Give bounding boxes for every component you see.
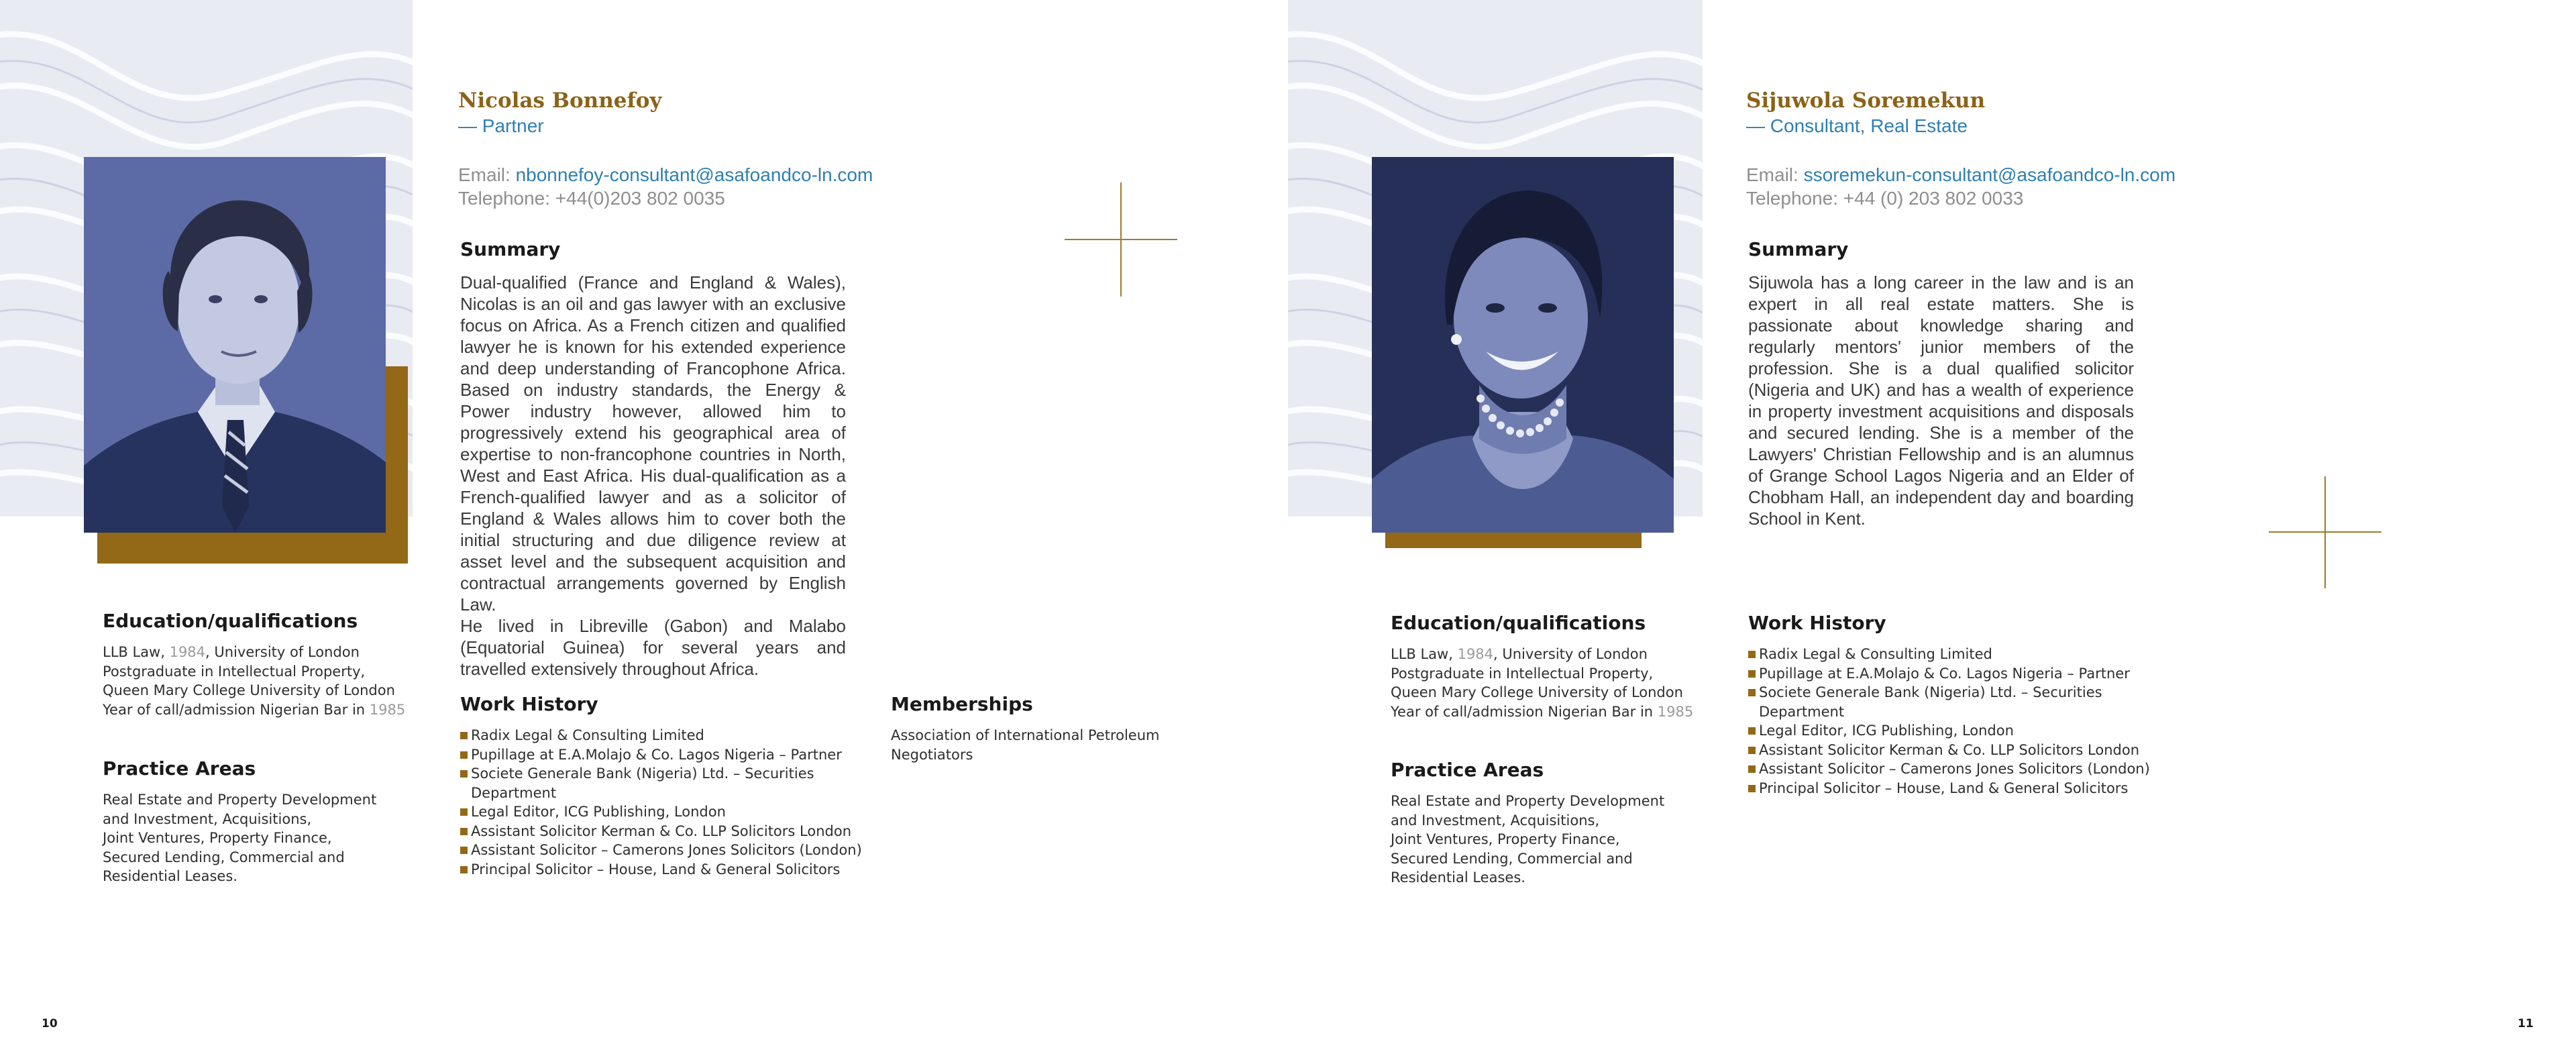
work-history-item: Assistant Solicitor Kerman & Co. LLP Solicitors London [1748, 741, 2151, 760]
education-heading: Education/qualifications [1391, 612, 1646, 634]
work-history-item: Radix Legal & Consulting Limited [1748, 645, 2151, 664]
telephone-line: Telephone: +44 (0) 203 802 0033 [1746, 188, 2024, 209]
email-label: Email: [1746, 164, 1804, 185]
education-item: Queen Mary College University of London [1391, 684, 1683, 700]
right-page [1288, 0, 2576, 1064]
email-link[interactable]: nbonnefoy-consultant@asafoandco-ln.com [515, 164, 873, 185]
education-item: Postgraduate in Intellectual Property, [1391, 665, 1654, 682]
practice-areas-list [103, 790, 376, 886]
practice-line: Real Estate and Property Development [103, 792, 377, 808]
summary-paragraph: Sijuwola has a long career in the law and is an expert in all real estate matters. She is passionate about knowledge sharing and regularly mentors' junior members of the profession. She is a dual qualified solicitor (Nigeria and UK) and has a wealth of experience in property investment acquisitions and disposals and secured lending. She is a member of the Lawyers' Christian Fellowship and is an alumnus of Grange School Lagos Nigeria and an Elder of Chobham Hall, an independent day and boarding School in Kent. [1748, 272, 2134, 529]
person-name: Nicolas Bonnefoy [458, 89, 662, 113]
practice-line: Residential Leases. [1391, 869, 1525, 886]
person-role: — Partner [458, 115, 544, 136]
practice-areas-heading: Practice Areas [1391, 759, 1544, 781]
practice-areas-heading: Practice Areas [103, 757, 256, 780]
summary-paragraph: He lived in Libreville (Gabon) and Malabo (Equatorial Guinea) for several years and travelled extensively throughout Africa. [460, 616, 846, 679]
crosshair-decoration [1120, 182, 1122, 297]
summary-text [1748, 272, 2134, 529]
work-history-item: Pupillage at E.A.Molajo & Co. Lagos Nigeria – Partner [460, 745, 863, 765]
work-history-item: Societe Generale Bank (Nigeria) Ltd. – Securities Department [1748, 683, 2151, 721]
practice-line: Real Estate and Property Development [1391, 793, 1665, 809]
contact-block [1746, 163, 2176, 210]
work-history-item: Principal Solicitor – House, Land & General Solicitors [460, 860, 863, 880]
education-item: Postgraduate in Intellectual Property, [103, 663, 366, 680]
membership-line: Association of International Petroleum [891, 727, 1160, 743]
memberships-list [891, 726, 1159, 764]
work-history-item: Radix Legal & Consulting Limited [460, 726, 863, 745]
practice-line: Secured Lending, Commercial and [103, 849, 345, 865]
work-history-heading: Work History [1748, 612, 1886, 634]
person-name: Sijuwola Soremekun [1746, 89, 1986, 113]
education-item: LLB Law, 1984, University of London [103, 644, 360, 660]
page-number: 10 [42, 1017, 58, 1030]
practice-areas-list [1391, 792, 1664, 888]
work-history-heading: Work History [460, 693, 598, 715]
email-link[interactable]: ssoremekun-consultant@asafoandco-ln.com [1803, 164, 2176, 185]
practice-line: and Investment, Acquisitions, [103, 810, 312, 827]
work-history-item: Assistant Solicitor Kerman & Co. LLP Solicitors London [460, 822, 863, 841]
education-item: Queen Mary College University of London [103, 682, 395, 698]
work-history-item: Principal Solicitor – House, Land & General Solicitors [1748, 779, 2151, 798]
practice-line: Secured Lending, Commercial and [1391, 850, 1633, 867]
memberships-heading: Memberships [891, 693, 1033, 715]
membership-line: Negotiators [891, 746, 973, 763]
work-history-item: Assistant Solicitor – Camerons Jones Solicitors (London) [460, 841, 863, 860]
education-item: Year of call/admission Nigerian Bar in 1985 [1391, 703, 1694, 720]
work-history-item: Legal Editor, ICG Publishing, London [1748, 721, 2151, 741]
telephone-line: Telephone: +44(0)203 802 0035 [458, 188, 725, 209]
email-label: Email: [458, 164, 516, 185]
work-history-item: Societe Generale Bank (Nigeria) Ltd. – Securities Department [460, 764, 863, 802]
work-history-list [1748, 645, 2151, 798]
practice-line: Joint Ventures, Property Finance, [1391, 831, 1620, 847]
person-role: — Consultant, Real Estate [1746, 115, 1968, 136]
practice-line: and Investment, Acquisitions, [1391, 812, 1600, 829]
portrait-photo [84, 157, 386, 533]
summary-paragraph: Dual-qualified (France and England & Wales), Nicolas is an oil and gas lawyer with an exclusive focus on Africa. As a French citizen and qualified lawyer he is known for his extended experience and deep understanding of Francophone Africa. Based on industry standards, the Energy & Power industry however, allowed him to progressively extend his geographical area of expertise to non-francophone countries in North, West and East Africa. His dual-qualification as a French-qualified lawyer and as a solicitor of England & Wales allows him to cover both the initial structuring and due diligence review at asset level and the subsequent acquisition and contractual arrangements governed by English Law. [460, 272, 846, 615]
email-line [1746, 163, 2176, 187]
summary-heading: Summary [1748, 238, 1849, 260]
work-history-item: Assistant Solicitor – Camerons Jones Solicitors (London) [1748, 759, 2151, 779]
summary-heading: Summary [460, 238, 561, 260]
practice-line: Residential Leases. [103, 868, 237, 884]
work-history-item: Legal Editor, ICG Publishing, London [460, 802, 863, 822]
education-list [103, 643, 405, 719]
email-line [458, 163, 873, 187]
crosshair-decoration [2324, 476, 2326, 588]
page-number: 11 [2518, 1017, 2534, 1030]
education-item: Year of call/admission Nigerian Bar in 1985 [103, 701, 406, 718]
practice-line: Joint Ventures, Property Finance, [103, 830, 332, 846]
summary-text [460, 272, 846, 680]
portrait-photo [1372, 157, 1674, 533]
work-history-list [460, 726, 863, 879]
education-heading: Education/qualifications [103, 610, 358, 632]
contact-block [458, 163, 873, 210]
work-history-item: Pupillage at E.A.Molajo & Co. Lagos Nigeria – Partner [1748, 664, 2151, 684]
education-list [1391, 645, 1693, 721]
education-item: LLB Law, 1984, University of London [1391, 646, 1648, 662]
